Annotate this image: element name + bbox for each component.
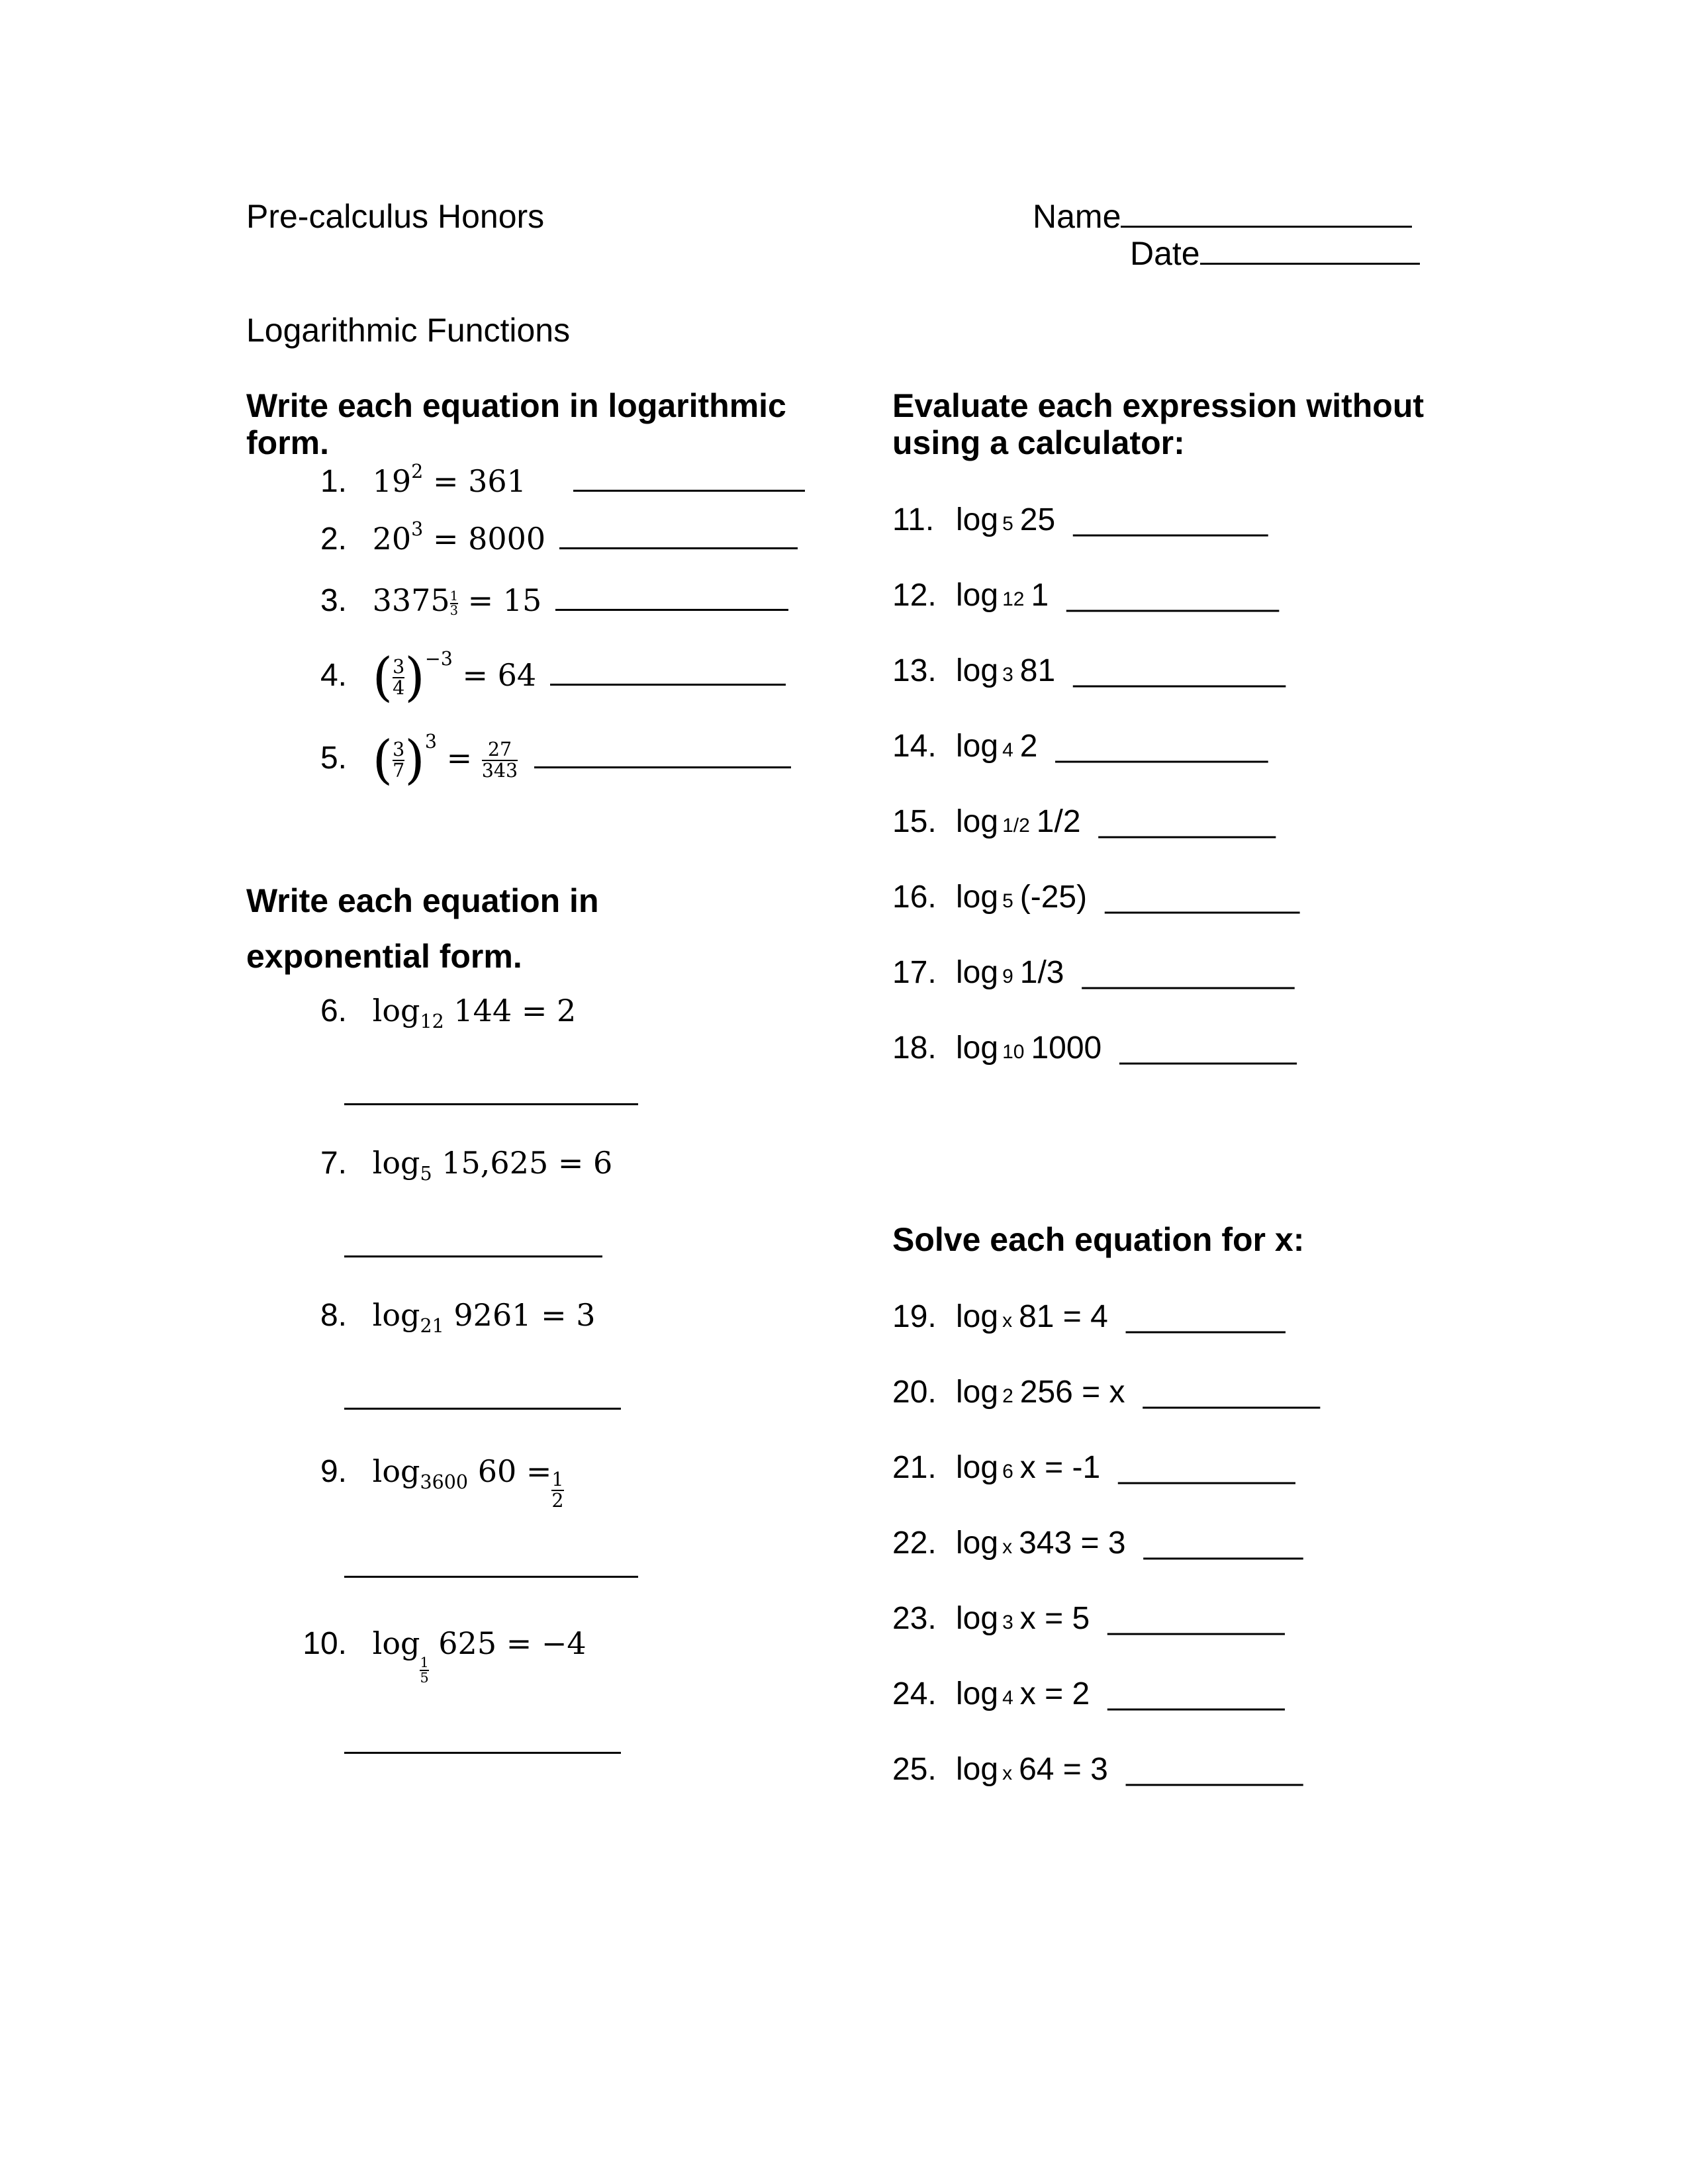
problem-number: 1. bbox=[320, 464, 347, 499]
log-argument: 60 = bbox=[477, 1453, 552, 1489]
answer-blank[interactable]: __________ bbox=[1118, 1450, 1295, 1485]
log-word: log bbox=[956, 1525, 999, 1561]
problem-23 bbox=[892, 1600, 1284, 1637]
log-word: log bbox=[956, 1676, 999, 1711]
problem-14 bbox=[892, 728, 1268, 764]
log-base: 5 bbox=[1002, 513, 1013, 535]
answer-blank[interactable]: ____________ bbox=[1082, 955, 1295, 990]
problem-number: 23. bbox=[892, 1601, 937, 1636]
problem-9: 9. $\log_{3600} 60$ = $\frac{1}{2}$ bbox=[297, 1453, 564, 1511]
answer-blank-1[interactable] bbox=[573, 489, 805, 492]
problem-number: 14. bbox=[892, 729, 937, 764]
answer-blank-7[interactable] bbox=[344, 1255, 602, 1257]
name-field[interactable] bbox=[1033, 200, 1412, 233]
fraction-exponent: $\frac{1}{3}$ bbox=[449, 588, 458, 618]
log-base: 21 bbox=[420, 1314, 444, 1337]
log-word: log bbox=[956, 729, 999, 764]
answer-blank-9[interactable] bbox=[344, 1575, 638, 1578]
problem-6: 6. $\log_{12} 144 = 2$ bbox=[297, 993, 576, 1029]
answer-blank-4[interactable] bbox=[550, 683, 786, 686]
answer-blank[interactable]: __________ bbox=[1126, 1752, 1303, 1787]
name-blank[interactable] bbox=[1121, 225, 1412, 228]
log-argument: 81 = 4 bbox=[1019, 1299, 1108, 1334]
log-word: log bbox=[956, 880, 999, 915]
answer-blank[interactable]: ___________ bbox=[1073, 502, 1268, 537]
log-argument: 256 = x bbox=[1019, 1375, 1125, 1410]
rhs: = 15 bbox=[467, 582, 542, 618]
problem-10: 10. log $\frac{1}{5}$ 625 = −4 bbox=[297, 1625, 586, 1686]
log-word: log bbox=[956, 1601, 999, 1636]
problem-number: 17. bbox=[892, 955, 937, 990]
answer-blank[interactable]: __________ bbox=[1107, 1676, 1285, 1711]
problem-24 bbox=[892, 1676, 1284, 1712]
section3-heading-line2: using a calculator: bbox=[892, 424, 1185, 461]
equals: = bbox=[446, 740, 473, 776]
log-argument: 1 bbox=[1031, 578, 1049, 613]
problem-8: 8. $\log_{21} 9261 = 3$ bbox=[297, 1297, 596, 1334]
answer-blank-3[interactable] bbox=[555, 608, 788, 611]
log-base: 12 bbox=[420, 1010, 444, 1032]
answer-blank[interactable]: __________ bbox=[1143, 1375, 1320, 1410]
problem-number: 12. bbox=[892, 578, 937, 613]
base: 3375 bbox=[372, 582, 450, 618]
problem-22 bbox=[892, 1525, 1303, 1561]
problem-2 bbox=[297, 518, 798, 557]
log-argument: 1/2 bbox=[1036, 804, 1081, 839]
problem-15 bbox=[892, 803, 1276, 840]
log-word: log bbox=[956, 1030, 999, 1066]
section1-heading-line2: form. bbox=[246, 424, 329, 461]
rhs-fraction: $\frac{27}{343}$ bbox=[481, 739, 518, 782]
log-base: 2 bbox=[1002, 1385, 1013, 1407]
log-argument: 64 = 3 bbox=[1019, 1752, 1108, 1787]
answer-blank[interactable]: _________ bbox=[1126, 1299, 1286, 1334]
problem-number: 7. bbox=[320, 1146, 347, 1181]
problem-number: 24. bbox=[892, 1676, 937, 1711]
problem-1 bbox=[297, 460, 805, 500]
log-base: 4 bbox=[1002, 1687, 1013, 1709]
log-argument: 343 = 3 bbox=[1019, 1525, 1126, 1561]
answer-blank[interactable]: ____________ bbox=[1073, 653, 1286, 688]
problem-number: 3. bbox=[320, 583, 347, 618]
base: 19 bbox=[372, 463, 412, 499]
topic-title: Logarithmic Functions bbox=[246, 312, 571, 349]
section3-heading-line1: Evaluate each expression without bbox=[892, 387, 1425, 424]
log-word: log bbox=[956, 502, 999, 537]
base: 20 bbox=[372, 521, 412, 557]
log-word: log bbox=[956, 1752, 999, 1787]
problem-number: 20. bbox=[892, 1375, 937, 1410]
log-base: x bbox=[1002, 1762, 1013, 1784]
log-base: x bbox=[1002, 1310, 1013, 1332]
problem-number: 15. bbox=[892, 804, 937, 839]
date-blank[interactable] bbox=[1200, 262, 1420, 265]
log-argument: 144 = 2 bbox=[453, 993, 577, 1028]
answer-blank-6[interactable] bbox=[344, 1103, 638, 1105]
problem-20 bbox=[892, 1374, 1320, 1410]
section1-heading-line1: Write each equation in logarithmic bbox=[246, 387, 786, 424]
log-argument: 25 bbox=[1019, 502, 1056, 537]
problem-12 bbox=[892, 577, 1279, 614]
problem-number: 18. bbox=[892, 1030, 937, 1066]
log-base: 9 bbox=[1002, 966, 1013, 987]
problem-3 bbox=[297, 582, 788, 619]
problem-25 bbox=[892, 1751, 1303, 1788]
problem-number: 16. bbox=[892, 880, 937, 915]
section2-heading-line2: exponential form. bbox=[246, 938, 522, 975]
log-argument: 1/3 bbox=[1019, 955, 1064, 990]
rhs-fraction: $\frac{1}{2}$ bbox=[551, 1468, 564, 1512]
course-title: Pre-calculus Honors bbox=[246, 198, 545, 235]
log-argument: 2 bbox=[1019, 729, 1038, 764]
log-base: 3600 bbox=[420, 1471, 469, 1493]
exponent: 3 bbox=[424, 730, 437, 752]
answer-blank[interactable]: __________ bbox=[1119, 1030, 1297, 1066]
answer-blank-10[interactable] bbox=[344, 1751, 621, 1754]
problem-17 bbox=[892, 954, 1294, 991]
log-base: x bbox=[1002, 1536, 1013, 1558]
problem-number: 4. bbox=[320, 658, 347, 694]
problem-19 bbox=[892, 1298, 1285, 1335]
problem-4: 4. ( $\frac{3}{4}$ )$^{-3}$ = 64 bbox=[297, 652, 786, 704]
answer-blank[interactable]: __________ bbox=[1107, 1601, 1285, 1636]
log-argument: x = -1 bbox=[1019, 1450, 1101, 1485]
problem-number: 10. bbox=[303, 1626, 347, 1661]
answer-blank-5[interactable] bbox=[534, 766, 791, 768]
problem-5: 5. ( $\frac{3}{7}$ )$^3$ = $\frac{27}{343}$ bbox=[297, 735, 791, 786]
exponent: 2 bbox=[411, 460, 424, 482]
log-base: 5 bbox=[1002, 890, 1013, 912]
answer-blank[interactable]: _________ bbox=[1143, 1525, 1303, 1561]
rhs: = 64 bbox=[462, 657, 537, 694]
problem-number: 5. bbox=[320, 741, 347, 776]
log-base: 6 bbox=[1002, 1461, 1013, 1482]
section2-heading-line1: Write each equation in bbox=[246, 882, 599, 919]
date-label: Date bbox=[1130, 235, 1200, 272]
log-base-fraction: $\frac{1}{5}$ bbox=[420, 1654, 429, 1686]
problem-number: 11. bbox=[892, 502, 935, 537]
log-word: log bbox=[956, 955, 999, 990]
problem-11 bbox=[892, 502, 1268, 538]
fraction: $\frac{3}{7}$ bbox=[393, 739, 405, 782]
answer-blank[interactable]: ____________ bbox=[1055, 729, 1268, 764]
problem-number: 6. bbox=[320, 993, 347, 1028]
date-field[interactable] bbox=[1130, 237, 1420, 270]
answer-blank-8[interactable] bbox=[344, 1407, 621, 1410]
problem-number: 22. bbox=[892, 1525, 937, 1561]
problem-number: 8. bbox=[320, 1298, 347, 1333]
problem-number: 19. bbox=[892, 1299, 937, 1334]
fraction: $\frac{3}{4}$ bbox=[393, 656, 405, 700]
log-argument: 81 bbox=[1019, 653, 1056, 688]
rhs: = 361 bbox=[432, 463, 526, 499]
log-base: 10 bbox=[1002, 1041, 1025, 1063]
log-argument: 625 = −4 bbox=[438, 1625, 586, 1661]
exponent: −3 bbox=[424, 647, 453, 670]
problem-7: 7. $\log_5 15,625 = 6$ bbox=[297, 1145, 612, 1181]
answer-blank[interactable]: ____________ bbox=[1066, 578, 1279, 613]
problem-number: 21. bbox=[892, 1450, 937, 1485]
rhs: = 8000 bbox=[432, 521, 546, 557]
answer-blank-2[interactable] bbox=[559, 547, 798, 549]
log-argument: 15,625 = 6 bbox=[442, 1145, 613, 1181]
log-argument: 1000 bbox=[1031, 1030, 1102, 1066]
problem-number: 9. bbox=[320, 1454, 347, 1489]
answer-blank[interactable]: __________ bbox=[1098, 804, 1276, 839]
log-base: 4 bbox=[1002, 739, 1013, 761]
log-base: 3 bbox=[1002, 1612, 1013, 1633]
log-base: 5 bbox=[420, 1162, 432, 1185]
log-word: log bbox=[956, 1299, 999, 1334]
log-word: log bbox=[956, 1450, 999, 1485]
problem-18 bbox=[892, 1030, 1297, 1066]
log-argument: (-25) bbox=[1019, 880, 1088, 915]
problem-number: 25. bbox=[892, 1752, 937, 1787]
log-argument: x = 2 bbox=[1019, 1676, 1090, 1711]
problem-21 bbox=[892, 1449, 1295, 1486]
answer-blank[interactable]: ___________ bbox=[1105, 880, 1300, 915]
log-word: log bbox=[956, 653, 999, 688]
log-word: log bbox=[956, 578, 999, 613]
log-base: 12 bbox=[1002, 588, 1025, 610]
section4-heading: Solve each equation for x: bbox=[892, 1221, 1305, 1258]
log-argument: x = 5 bbox=[1019, 1601, 1090, 1636]
log-base: 1/2 bbox=[1002, 815, 1030, 837]
log-word: log bbox=[956, 804, 999, 839]
exponent: 3 bbox=[411, 518, 424, 540]
log-word: log bbox=[956, 1375, 999, 1410]
problem-13 bbox=[892, 653, 1286, 689]
problem-number: 2. bbox=[320, 522, 347, 557]
name-label: Name bbox=[1033, 198, 1121, 235]
log-base: 3 bbox=[1002, 664, 1013, 686]
problem-number: 13. bbox=[892, 653, 937, 688]
log-argument: 9261 = 3 bbox=[453, 1297, 596, 1333]
problem-16 bbox=[892, 879, 1299, 915]
